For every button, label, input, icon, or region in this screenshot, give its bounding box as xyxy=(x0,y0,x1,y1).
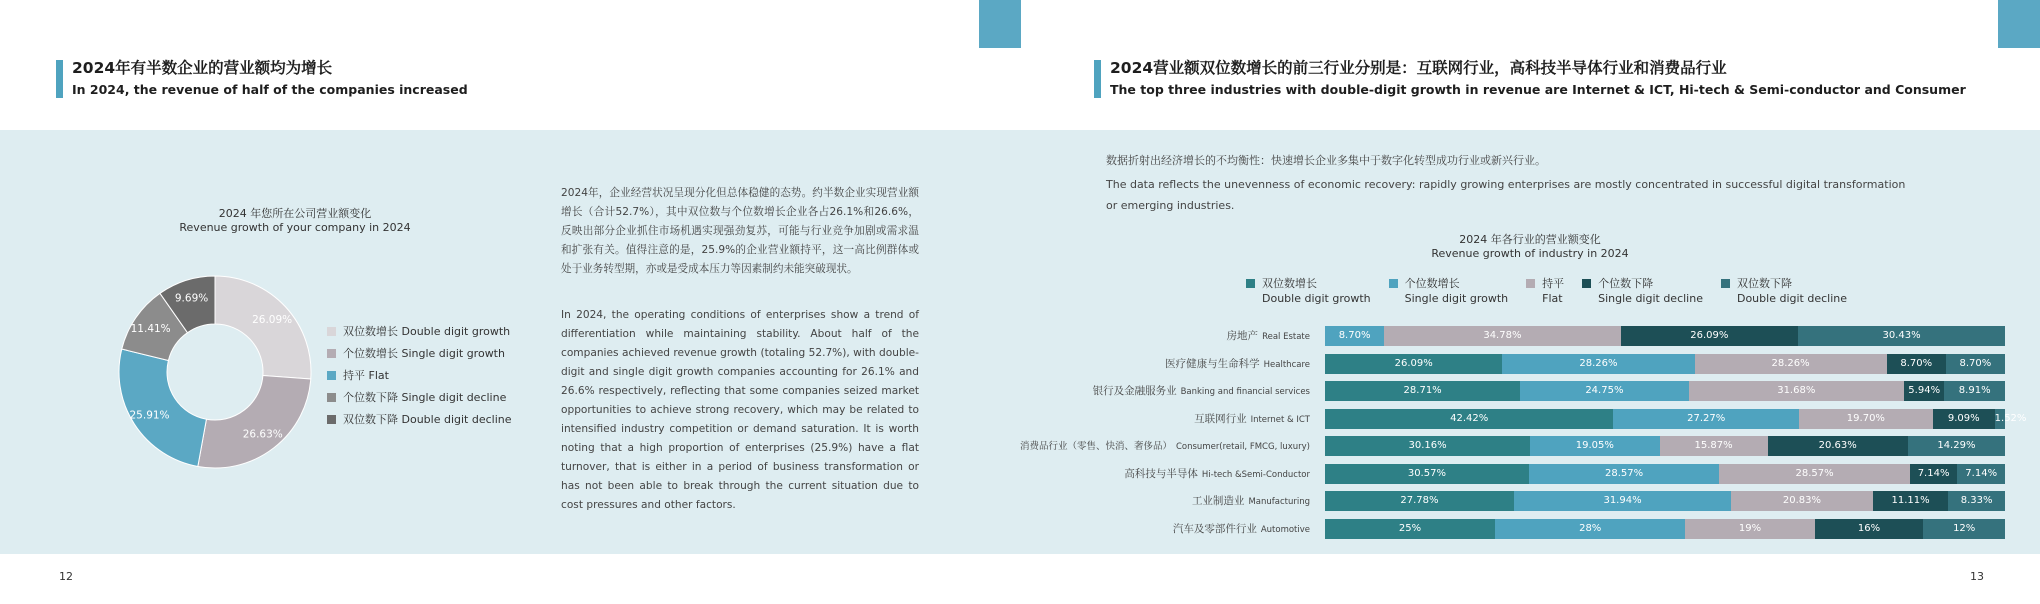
bar-segment xyxy=(1325,464,1529,484)
bar-row xyxy=(1000,354,2005,382)
bar-row xyxy=(1000,326,2005,354)
bar-segment xyxy=(1994,409,2027,429)
bar-segment xyxy=(1325,519,1495,539)
bar-segment-label: 28% xyxy=(1579,522,1602,534)
category-label-en: Internet & ICT xyxy=(1250,414,1310,425)
bar-row xyxy=(1000,491,2005,519)
legend-swatch xyxy=(327,327,336,336)
bar-row xyxy=(1000,436,2005,464)
bar-segment xyxy=(1910,464,1958,484)
legend-swatch xyxy=(1389,279,1398,288)
bar-category-label xyxy=(1194,409,1310,429)
bar-segment xyxy=(1719,464,1909,484)
legend-label-zh: 个位数下降 xyxy=(1598,277,1654,290)
stacked-bar-chart xyxy=(1000,326,2027,546)
legend-label: 双位数下降 Double digit decline xyxy=(343,413,512,426)
bar-segment-label: 26.09% xyxy=(1690,330,1729,341)
stacked-bar xyxy=(1325,464,2005,484)
bar-segment xyxy=(1731,491,1873,511)
bar-segment xyxy=(1944,381,2005,401)
bar-segment xyxy=(1946,354,2005,374)
bar-segment xyxy=(1768,436,1908,456)
left-title-block xyxy=(56,58,468,100)
bar-chart-title xyxy=(1380,233,1680,261)
bar-segment-label: 27.27% xyxy=(1687,412,1726,424)
bar-segment xyxy=(1908,436,2005,456)
donut-chart-title xyxy=(165,207,425,235)
category-label-zh: 医疗健康与生命科学 xyxy=(1165,357,1260,370)
stacked-bar xyxy=(1325,354,2005,374)
legend-item xyxy=(1721,276,1847,306)
legend-label-en: Double digit growth xyxy=(1262,292,1371,305)
bar-segment-label: 34.78% xyxy=(1483,330,1522,341)
donut-slice-label: 11.41% xyxy=(130,322,171,335)
bar-segment xyxy=(1957,464,2005,484)
bar-segment-label: 8.33% xyxy=(1960,495,1993,506)
bar-segment xyxy=(1660,436,1768,456)
bar-segment xyxy=(1325,409,1613,429)
legend-item xyxy=(327,342,512,364)
bar-segment xyxy=(1529,464,1719,484)
bar-segment xyxy=(1325,354,1502,374)
bar-segment-label: 42.42% xyxy=(1450,412,1489,424)
bar-segment-label: 28.26% xyxy=(1771,357,1810,369)
bar-segment xyxy=(1887,354,1946,374)
title-accent-bar xyxy=(1094,60,1101,98)
bar-segment-label: 28.57% xyxy=(1604,467,1644,479)
bar-segment-label: 12% xyxy=(1953,522,1976,534)
bar-segment-label: 30.57% xyxy=(1407,467,1446,479)
right-intro-zh: 数据折射出经济增长的不均衡性：快速增长企业多集中于数字化转型成功行业或新兴行业。 xyxy=(1106,154,1546,167)
bar-segment xyxy=(1933,409,1995,429)
bar-segment-label: 20.83% xyxy=(1782,495,1822,506)
donut-slice xyxy=(119,349,206,466)
right-intro-en: The data reflects the unevenness of economic recovery: rapidly growing enterprises are mostly concentrated in successful digital transformation or emerging industries. xyxy=(1106,178,1906,212)
category-label-zh: 房地产 xyxy=(1226,330,1259,342)
right-title-en: The top three industries with double-digit growth in revenue are Internet & ICT, Hi-tech & Semi-conductor and Consumer xyxy=(1110,82,1966,97)
stacked-bar xyxy=(1325,381,2005,401)
donut-title-zh: 2024 年您所在公司营业额变化 xyxy=(218,207,372,220)
bar-segment xyxy=(1948,491,2005,511)
category-label-zh: 互联网行业 xyxy=(1194,412,1247,425)
bar-segment-label: 27.78% xyxy=(1400,495,1439,506)
bar-segment-label: 8.70% xyxy=(1338,330,1371,341)
legend-label-zh: 双位数下降 xyxy=(1736,277,1792,290)
legend-swatch xyxy=(327,393,336,402)
bar-category-label xyxy=(1124,464,1310,484)
bar-segment-label: 19.70% xyxy=(1846,412,1885,424)
bar-row xyxy=(1000,464,2005,492)
bar-segment-label: 19% xyxy=(1738,522,1762,534)
category-label-en: Manufacturing xyxy=(1248,497,1310,507)
bar-legend xyxy=(1246,276,1865,306)
category-label-zh: 消费品行业（零售、快消、奢侈品） xyxy=(1019,441,1172,452)
category-label-en: Hi-tech &Semi-Conductor xyxy=(1201,469,1310,480)
legend-label-zh: 个位数增长 xyxy=(1404,277,1460,290)
bar-segment-label: 24.75% xyxy=(1585,385,1624,396)
category-label-zh: 汽车及零部件行业 xyxy=(1172,522,1257,535)
bar-title-zh: 2024 年各行业的营业额变化 xyxy=(1459,233,1601,246)
donut-chart xyxy=(105,262,325,482)
bar-segment xyxy=(1873,491,1949,511)
legend-item xyxy=(1526,276,1564,306)
stacked-bar xyxy=(1325,326,2005,346)
bar-segment-label: 11.11% xyxy=(1891,495,1930,506)
category-label-zh: 高科技与半导体 xyxy=(1124,467,1198,480)
donut-legend xyxy=(327,320,512,430)
bar-category-label xyxy=(1173,519,1310,539)
bar-segment-label: 5.94% xyxy=(1908,385,1941,396)
bar-category-label xyxy=(1093,381,1310,401)
donut-slice xyxy=(198,375,311,468)
bar-segment xyxy=(1798,326,2005,346)
stacked-bar xyxy=(1325,519,2005,539)
bar-segment-label: 28.26% xyxy=(1579,357,1618,369)
category-label-zh: 银行及金融服务业 xyxy=(1092,385,1177,397)
left-title-en: In 2024, the revenue of half of the companies increased xyxy=(72,82,468,97)
page-number-right: 13 xyxy=(1970,570,1984,583)
bar-segment-label: 15.87% xyxy=(1694,440,1733,451)
bar-segment-label: 28.57% xyxy=(1795,467,1834,479)
legend-item xyxy=(1246,276,1371,306)
bar-segment-label: 31.68% xyxy=(1777,385,1816,396)
bar-segment xyxy=(1325,436,1530,456)
bar-segment-label: 14.29% xyxy=(1937,440,1976,451)
legend-label-en: Single digit decline xyxy=(1598,292,1703,305)
right-title-zh: 2024营业额双位数增长的前三行业分别是：互联网行业，高科技半导体行业和消费品行业 xyxy=(1110,59,1727,77)
legend-label: 个位数下降 Single digit decline xyxy=(343,391,507,404)
left-paragraph-zh: 2024年，企业经营状况呈现分化但总体稳健的态势。约半数企业实现营业额增长（合计52.7%），其中双位数与个位数增长企业各占26.1%和26.6%，反映出部分企业抓住市场机遇实现强劲复苏，可能与行业竞争加剧或需求温和扩张有关。值得注意的是，25.9%的企业营业额持平，这一高比例群体或处于业务转型期，亦或是受成本压力等因素制约未能突破现状。 xyxy=(561,187,919,275)
bar-segment-label: 7.14% xyxy=(1965,467,1998,479)
legend-item xyxy=(1389,276,1508,306)
bar-segment xyxy=(1613,409,1798,429)
bar-segment xyxy=(1514,491,1731,511)
bar-segment xyxy=(1689,381,1904,401)
bar-segment xyxy=(1520,381,1688,401)
page-tab-left xyxy=(979,0,1021,48)
bar-segment xyxy=(1904,381,1944,401)
bar-segment xyxy=(1815,519,1924,539)
bar-segment xyxy=(1799,409,1933,429)
donut-title-en: Revenue growth of your company in 2024 xyxy=(179,221,411,234)
bar-segment xyxy=(1384,326,1621,346)
legend-swatch xyxy=(1582,279,1591,288)
legend-label-en: Single digit growth xyxy=(1404,292,1509,305)
right-title-block xyxy=(1094,58,1966,100)
bar-segment-label: 8.70% xyxy=(1959,357,1992,369)
legend-label-en: Flat xyxy=(1542,292,1563,305)
bar-segment xyxy=(1695,354,1887,374)
bar-segment xyxy=(1502,354,1694,374)
bar-segment-label: 1.52% xyxy=(1994,412,2027,424)
bar-segment-label: 26.09% xyxy=(1394,357,1433,369)
category-label-en: Healthcare xyxy=(1263,359,1310,370)
category-label-en: Automotive xyxy=(1260,524,1310,535)
category-label-en: Banking and financial services xyxy=(1180,387,1310,397)
bar-segment-label: 28.71% xyxy=(1403,385,1442,396)
bar-segment xyxy=(1325,326,1384,346)
legend-swatch xyxy=(1246,279,1255,288)
bar-segment xyxy=(1325,381,1520,401)
legend-swatch xyxy=(1526,279,1535,288)
stacked-bar xyxy=(1325,436,2005,456)
legend-item xyxy=(327,320,512,342)
bar-row xyxy=(1000,519,2005,547)
bar-segment-label: 25% xyxy=(1398,522,1422,534)
legend-item xyxy=(327,408,512,430)
category-label-en: Real Estate xyxy=(1262,332,1310,342)
bar-row xyxy=(1000,381,2005,409)
legend-label: 双位数增长 Double digit growth xyxy=(343,325,511,338)
bar-category-label xyxy=(1227,326,1310,346)
bar-segment xyxy=(1495,519,1685,539)
page-tab-right xyxy=(1998,0,2040,48)
category-label-en: Consumer(retail, FMCG, luxury) xyxy=(1175,442,1310,452)
bar-segment-label: 7.14% xyxy=(1917,467,1950,479)
bar-title-en: Revenue growth of industry in 2024 xyxy=(1431,247,1629,260)
bar-segment-label: 16% xyxy=(1857,522,1881,534)
legend-label-en: Double digit decline xyxy=(1736,292,1847,305)
bar-segment xyxy=(1923,519,2005,539)
legend-swatch xyxy=(327,349,336,358)
bar-segment xyxy=(1621,326,1798,346)
donut-slice-label: 25.91% xyxy=(129,409,170,422)
legend-label-zh: 持平 xyxy=(1542,277,1565,290)
bar-segment-label: 30.16% xyxy=(1408,440,1447,451)
bar-segment-label: 9.09% xyxy=(1947,412,1980,424)
legend-swatch xyxy=(1721,279,1730,288)
donut-slice-label: 9.69% xyxy=(174,292,209,305)
page-number-left: 12 xyxy=(59,570,73,583)
legend-label: 个位数增长 Single digit growth xyxy=(343,347,505,360)
legend-item xyxy=(1582,276,1703,306)
legend-label-zh: 双位数增长 xyxy=(1262,277,1317,290)
bar-segment-label: 8.91% xyxy=(1958,385,1991,396)
stacked-bar xyxy=(1325,409,2027,429)
bar-segment xyxy=(1530,436,1660,456)
bar-segment-label: 30.43% xyxy=(1882,330,1921,341)
bar-segment-label: 20.63% xyxy=(1818,440,1857,451)
donut-slice-label: 26.63% xyxy=(242,428,283,441)
legend-swatch xyxy=(327,371,336,380)
bar-row xyxy=(1000,409,2027,437)
bar-segment-label: 31.94% xyxy=(1603,495,1642,506)
left-paragraph-en: In 2024, the operating conditions of enterprises show a trend of differentiation while maintaining stability. About half of the companies achieved revenue growth (totaling 52.7%), with double-digit and single digit growth companies accounting for 26.1% and 26.6% respectively, reflecting that some companies seized market opportunities to achieve strong recovery, which may be related to intensified industry competition or demand saturation. It is worth noting that a high proportion of enterprises (25.9%) have a flat turnover, that is either in a period of business transformation or has not been able to break through the current situation due to cost pressures and other factors. xyxy=(561,309,919,511)
stacked-bar xyxy=(1325,491,2005,511)
legend-item xyxy=(327,364,512,386)
bar-category-label xyxy=(1165,354,1310,374)
category-label-zh: 工业制造业 xyxy=(1191,495,1245,507)
legend-item xyxy=(327,386,512,408)
title-accent-bar xyxy=(56,60,63,98)
donut-slice xyxy=(215,276,311,379)
bar-segment-label: 19.05% xyxy=(1575,440,1614,451)
legend-label: 持平 Flat xyxy=(343,369,389,382)
bar-segment-label: 8.70% xyxy=(1900,357,1933,369)
bar-segment xyxy=(1325,491,1514,511)
left-title-zh: 2024年有半数企业的营业额均为增长 xyxy=(72,59,333,77)
bar-category-label xyxy=(1192,491,1310,511)
legend-swatch xyxy=(327,415,336,424)
donut-slice-label: 26.09% xyxy=(252,313,293,326)
bar-segment xyxy=(1685,519,1814,539)
bar-category-label xyxy=(1020,436,1310,456)
